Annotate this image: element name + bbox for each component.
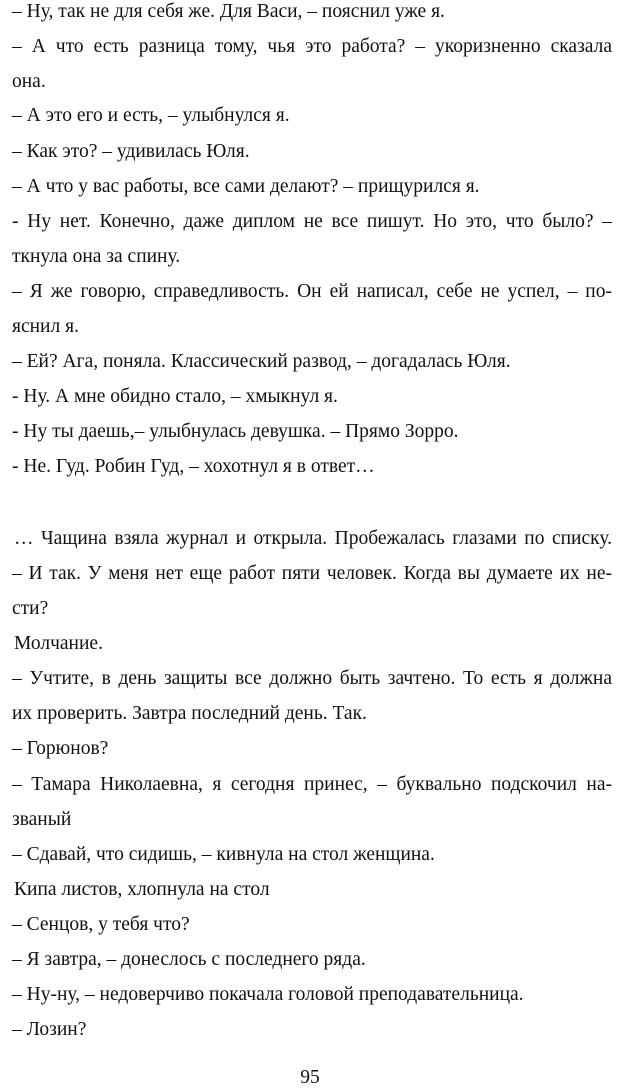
- text-line: – Ей? Ага, поняла. Классический развод, – догадалась Юля.: [12, 351, 511, 372]
- text-line: яснил я.: [12, 316, 79, 337]
- text-line: … Чащина взяла журнал и открыла. Пробежалась глазами по списку.: [14, 528, 612, 549]
- text-line: – Сенцов, у тебя что?: [12, 914, 190, 935]
- text-line: – А это его и есть, – улыбнулся я.: [12, 105, 290, 126]
- text-line: – А что у вас работы, все сами делают? – прищурился я.: [12, 176, 480, 197]
- text-line: – Учтите, в день защиты все должно быть зачтено. То есть я должна: [12, 668, 612, 689]
- text-line: – Сдавай, что сидишь, – кивнула на стол женщина.: [12, 844, 435, 865]
- text-line: – Тамара Николаевна, я сегодня принес, – буквально подскочил на-: [12, 774, 612, 795]
- text-line: – Ну-ну, – недоверчиво покачала головой преподавательница.: [12, 984, 524, 1005]
- text-line: – Горюнов?: [12, 738, 109, 759]
- text-line: сти?: [12, 598, 49, 619]
- text-line: - Ну. А мне обидно стало, – хмыкнул я.: [12, 386, 338, 407]
- text-line: званый: [12, 809, 72, 830]
- text-line: их проверить. Завтра последний день. Так.: [12, 703, 367, 724]
- text-line: Молчание.: [14, 633, 103, 654]
- text-line: – Лозин?: [12, 1019, 87, 1040]
- text-line: - Ну ты даешь,– улыбнулась девушка. – Прямо Зорро.: [12, 421, 459, 442]
- text-line: – Я же говорю, справедливость. Он ей написал, себе не успел, – по-: [12, 281, 612, 302]
- text-line: ткнула она за спину.: [12, 246, 181, 267]
- text-line: – И так. У меня нет еще работ пяти человек. Когда вы думаете их не-: [12, 563, 612, 584]
- text-line: Кипа листов, хлопнула на стол: [14, 879, 270, 900]
- text-line: - Ну нет. Конечно, даже диплом не все пишут. Но это, что было? –: [12, 211, 612, 232]
- text-line: – Ну, так не для себя же. Для Васи, – пояснил уже я.: [12, 1, 445, 22]
- text-line: – Как это? – удивилась Юля.: [12, 141, 250, 162]
- text-line: она.: [12, 71, 46, 92]
- text-line: – Я завтра, – донеслось с последнего ряда.: [12, 949, 366, 970]
- text-line: – А что есть разница тому, чья это работа? – укоризненно сказала: [12, 36, 612, 57]
- text-line: - Не. Гуд. Робин Гуд, – хохотнул я в ответ…: [12, 456, 375, 477]
- page-number: 95: [300, 1067, 320, 1088]
